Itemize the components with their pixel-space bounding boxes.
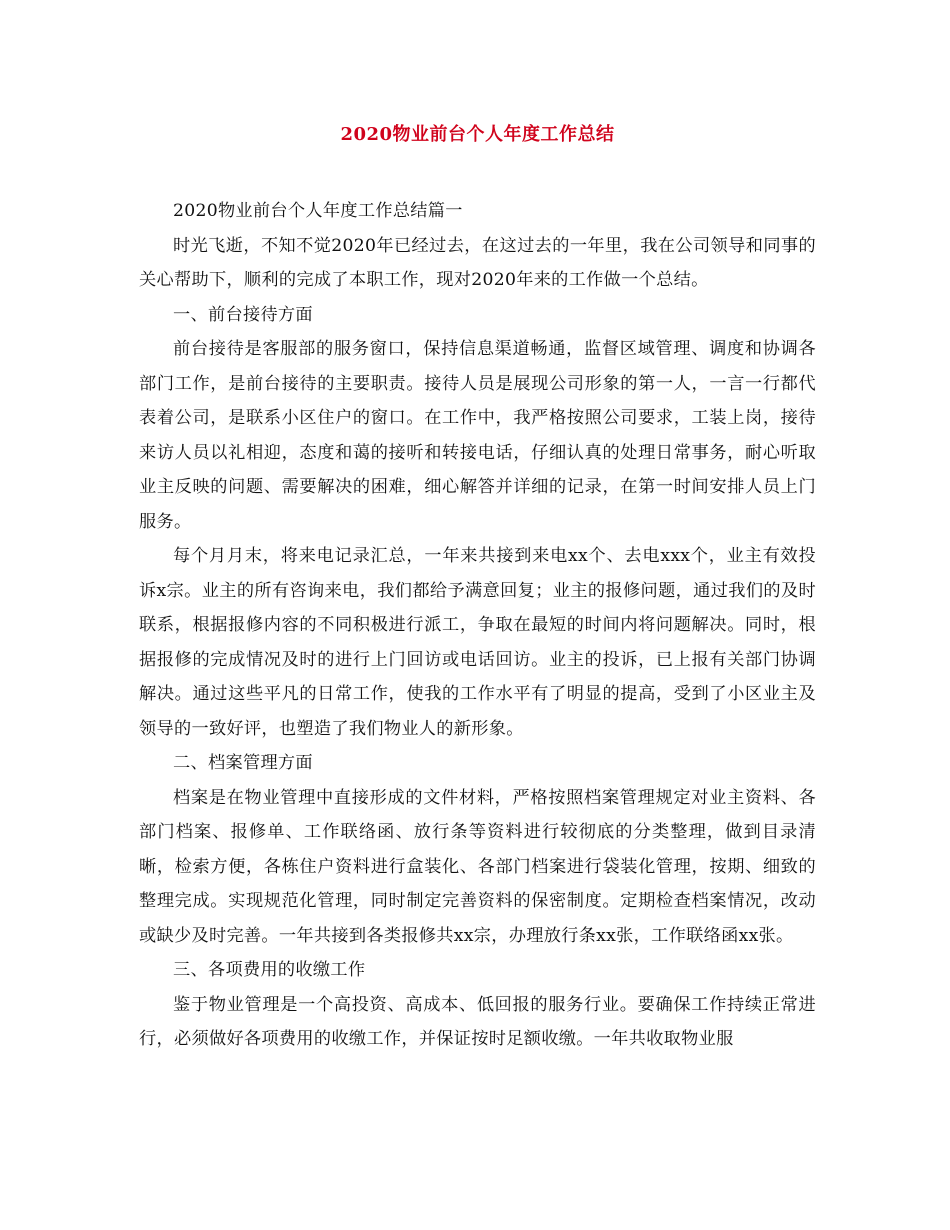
paragraph-6: 鉴于物业管理是一个高投资、高成本、低回报的服务行业。要确保工作持续正常进行，必须做好各项费用的收缴工作，并保证按时足额收缴。一年共收取物业服 bbox=[139, 994, 816, 1049]
paragraph-3: 前台接待是客服部的服务窗口，保持信息渠道畅通，监督区域管理、调度和协调各部门工作，是前台接待的主要职责。接待人员是展现公司形象的第一人，一言一行都代表着公司，是联系小区住户的窗口。在工作中，我严格按照公司要求，工装上岗，接待来访人员以礼相迎，态度和蔼的接听和转接电话，仔细认真的处理日常事务，耐心听取业主反映的问题、需要解决的困难，细心解答并详细的记录，在第一时间安排人员上门服务。 bbox=[139, 339, 816, 532]
section-heading-3: 三、各项费用的收缴工作 bbox=[173, 960, 366, 980]
section-heading-1: 一、前台接待方面 bbox=[173, 304, 313, 325]
paragraph-5: 档案是在物业管理中直接形成的文件材料，严格按照档案管理规定对业主资料、各部门档案、报修单、工作联络函、放行条等资料进行较彻底的分类整理，做到目录清晰，检索方便，各栋住户资料进行盒装化、各部门档案进行袋装化管理，按期、细致的整理完成。实现规范化管理，同时制定完善资料的保密制度。定期检查档案情况，改动或缺少及时完善。一年共接到各类报修共xx宗，办理放行条xx张，工作联络函xx张。 bbox=[139, 787, 816, 946]
paragraph-1: 2020物业前台个人年度工作总结篇一 bbox=[173, 201, 463, 221]
section-heading-2: 二、档案管理方面 bbox=[173, 753, 313, 773]
paragraph-4: 每个月月末，将来电记录汇总，一年来共接到来电xx个、去电xxx个，业主有效投诉x宗。业主的所有咨询来电，我们都给予满意回复；业主的报修问题，通过我们的及时联系，根据报修内容的不同积极进行派工，争取在最短的时间内将问题解决。同时，根据报修的完成情况及时的进行上门回访或电话回访。业主的投诉，已上报有关部门协调解决。通过这些平凡的日常工作，使我的工作水平有了明显的提高，受到了小区业主及领导的一致好评，也塑造了我们物业人的新形象。 bbox=[139, 546, 816, 739]
document-title: 2020物业前台个人年度工作总结 bbox=[340, 124, 615, 145]
paragraph-2: 时光飞逝，不知不觉2020年已经过去，在这过去的一年里，我在公司领导和同事的关心帮助下，顺利的完成了本职工作，现对2020年来的工作做一个总结。 bbox=[139, 235, 816, 290]
